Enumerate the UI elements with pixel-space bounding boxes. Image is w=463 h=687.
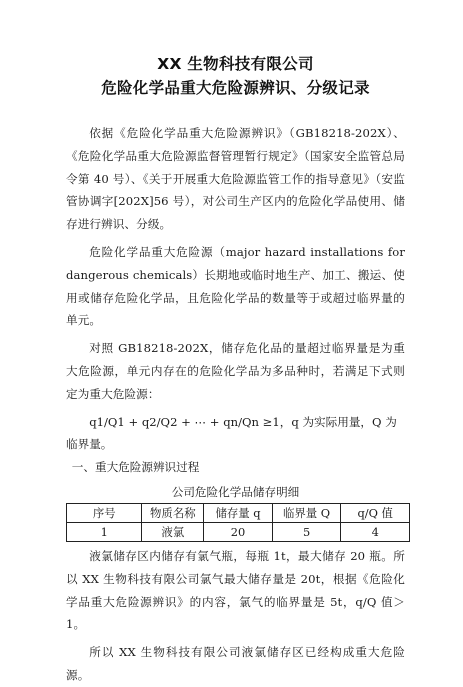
- storage-table: [66, 503, 410, 542]
- table-header-row: [67, 503, 410, 522]
- cell-substance: 液氯: [142, 522, 204, 541]
- paragraph-calculation: 液氯储存区内储存有氯气瓶，每瓶 1t，最大储存 20 瓶。所以 XX 生物科技有限公司氯气最大储存量是 20t，根据《危险化学品重大危险源辨识》的内容，氯气的临界量是 5t，q/Q 值＞1。: [66, 548, 405, 632]
- cell-index: 1: [67, 522, 142, 541]
- paragraph-conclusion: 所以 XX 生物科技有限公司液氯储存区已经构成重大危险源。: [66, 645, 405, 682]
- cell-quantity: 20: [204, 522, 273, 541]
- header-quantity: 储存量 q: [204, 503, 273, 522]
- header-ratio: q/Q 值: [341, 503, 410, 522]
- record-title: 危险化学品重大危险源辨识、分级记录: [101, 79, 370, 97]
- paragraph-definition: 危险化学品重大危险源（major hazard installations for dangerous chemicals）长期地或临时地生产、加工、搬运、使用或储存危险化学品，且危险化学品的数量等于或超过临界量的单元。: [66, 244, 405, 328]
- cell-ratio: 4: [341, 522, 410, 541]
- paragraph-criteria: 对照 GB18218-202X，储存危化品的量超过临界量是为重大危险源，单元内存在的危险化学品为多品种时，若满足下式则定为重大危险源：: [66, 341, 405, 401]
- cell-threshold: 5: [272, 522, 341, 541]
- formula: q1/Q1 + q2/Q2 + ⋯ + qn/Qn ≥1，q 为实际用量，Q 为临界量。: [66, 414, 397, 452]
- table-row: [67, 522, 410, 541]
- header-threshold: 临界量 Q: [272, 503, 341, 522]
- section-heading-identification: 一、重大危险源辨识过程: [71, 460, 200, 475]
- table-caption: 公司危险化学品储存明细: [171, 484, 300, 499]
- paragraph-basis: 依据《危险化学品重大危险源辨识》（GB18218-202X）、《危险化学品重大危险源监督管理暂行规定》（国家安全监管总局令第 40 号）、《关于开展重大危险源监管工作的指导意见》（安监管协调字[202X]56 号），对公司生产区内的危险化学品使用、储存进行辨识、分级。: [66, 126, 405, 232]
- company-title: XX 生物科技有限公司: [157, 55, 314, 73]
- header-index: 序号: [67, 503, 142, 522]
- header-substance: 物质名称: [142, 503, 204, 522]
